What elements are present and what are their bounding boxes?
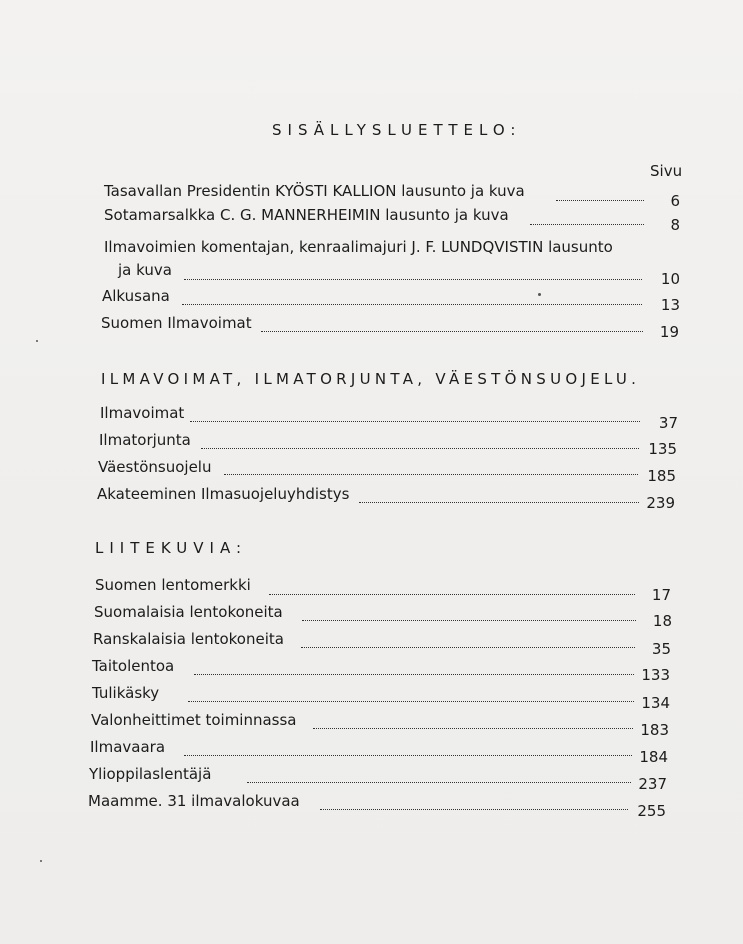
- toc-entry-label: Ranskalaisia lentokoneita: [93, 630, 284, 648]
- toc-entry-page: 8: [670, 216, 680, 234]
- toc-entry: [104, 206, 684, 234]
- toc-entry: [101, 314, 681, 341]
- dot-leader: [313, 728, 633, 729]
- dot-leader: [224, 474, 638, 475]
- toc-entry-continuation: [118, 261, 684, 288]
- dot-leader: [269, 594, 635, 595]
- toc-entry-label: Alkusana: [102, 287, 170, 305]
- toc-entry-label: Ilmatorjunta: [99, 431, 191, 449]
- toc-entry-page: 135: [648, 440, 677, 458]
- toc-entry-page: 17: [651, 586, 671, 604]
- toc-entry-label: Ilmavaara: [90, 738, 166, 756]
- paper-speck: [36, 340, 38, 342]
- section-heading: LIITEKUVIA:: [95, 539, 247, 557]
- toc-entry-label-continuation: ja kuva: [118, 261, 172, 279]
- toc-entry-label: Akateeminen Ilmasuojeluyhdistys: [97, 485, 350, 503]
- toc-title: SISÄLLYSLUETTELO:: [272, 121, 522, 139]
- toc-entry: [97, 485, 677, 512]
- toc-entry-page: 13: [660, 296, 680, 314]
- toc-entry-page: 18: [652, 612, 672, 630]
- toc-entry-page: 6: [670, 192, 680, 210]
- toc-entry-page: 134: [641, 694, 670, 712]
- toc-entry: [99, 431, 679, 458]
- toc-entry-label: Taitolentoa: [92, 657, 175, 675]
- dot-leader: [184, 279, 642, 280]
- dot-leader: [188, 701, 634, 702]
- toc-entry-page: 10: [660, 270, 680, 288]
- toc-entry-page: 185: [647, 467, 676, 485]
- toc-entry: [104, 182, 684, 210]
- toc-entry-page: 239: [646, 494, 675, 512]
- page-column-label: Sivu: [650, 162, 683, 180]
- paper-speck: [538, 293, 541, 296]
- toc-entry: [104, 238, 684, 262]
- dot-leader: [247, 782, 631, 783]
- dot-leader: [190, 421, 640, 422]
- toc-entry-label: Tasavallan Presidentin KYÖSTI KALLION lausunto ja kuva: [104, 182, 525, 200]
- toc-entry-page: 133: [641, 666, 670, 684]
- toc-entry: [91, 711, 671, 739]
- dot-leader: [184, 755, 632, 756]
- dot-leader: [201, 448, 639, 449]
- toc-entry-label: Maamme. 31 ilmavalokuvaa: [88, 792, 300, 810]
- toc-entry-label: Ilmavoimien komentajan, kenraalimajuri J. F. LUNDQVISTIN lausunto: [104, 238, 613, 256]
- toc-entry-label: Sotamarsalkka C. G. MANNERHEIMIN lausunto ja kuva: [104, 206, 509, 224]
- toc-entry: [88, 792, 668, 820]
- paper-speck: [40, 860, 42, 862]
- toc-entry-page: 35: [651, 640, 671, 658]
- toc-entry-label: Väestönsuojelu: [98, 458, 212, 476]
- dot-leader: [261, 331, 643, 332]
- toc-entry-label: Ilmavoimat: [100, 404, 185, 422]
- toc-entry-page: 184: [639, 748, 668, 766]
- toc-entry: [89, 765, 669, 793]
- dot-leader: [359, 502, 639, 503]
- toc-entry: [92, 657, 672, 684]
- dot-leader: [301, 647, 635, 648]
- toc-entry: [102, 287, 682, 314]
- toc-entry-page: 19: [659, 323, 679, 341]
- toc-entry-page: 237: [638, 775, 667, 793]
- toc-entry-label: Suomalaisia lentokoneita: [94, 603, 283, 621]
- toc-entry-label: Valonheittimet toiminnassa: [91, 711, 297, 729]
- dot-leader: [194, 674, 634, 675]
- section-heading: ILMAVOIMAT, ILMATORJUNTA, VÄESTÖNSUOJELU.: [101, 370, 641, 388]
- dot-leader: [320, 809, 628, 810]
- toc-entry-label: Suomen lentomerkki: [95, 576, 251, 594]
- dot-leader: [556, 200, 644, 201]
- toc-entry: [100, 404, 680, 432]
- toc-entry-page: 255: [637, 802, 666, 820]
- toc-entry-label: Suomen Ilmavoimat: [101, 314, 252, 332]
- toc-entry-label: Ylioppilaslentäjä: [89, 765, 212, 783]
- toc-entry: [90, 738, 670, 766]
- toc-entry-page: 183: [640, 721, 669, 739]
- dot-leader: [182, 304, 642, 305]
- toc-entry: [94, 603, 674, 630]
- toc-entry: [93, 630, 673, 658]
- toc-entry: [98, 458, 678, 485]
- toc-entry-page: 37: [658, 414, 678, 432]
- toc-entry: [92, 684, 672, 712]
- dot-leader: [530, 224, 644, 225]
- toc-entry: [95, 576, 675, 604]
- toc-entry-label: Tulikäsky: [92, 684, 160, 702]
- dot-leader: [302, 620, 636, 621]
